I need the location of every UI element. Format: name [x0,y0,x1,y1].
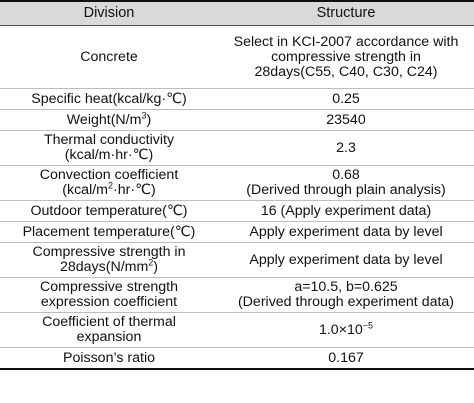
structure-line: a=10.5, b=0.625 [294,279,398,295]
division-line [1,257,217,275]
division-cell [0,201,218,222]
division-line: Coefficient of thermal [42,314,176,330]
table-row [0,131,474,166]
table-header-row [0,1,474,26]
division-line: Convection coefficient [39,167,179,183]
structure-cell [218,313,474,348]
structure-line: 0.68 [332,167,360,183]
structure-text: 16 (Apply experiment data) [260,202,432,219]
division-cell [0,89,218,110]
structure-line: 28days(C55, C40, C30, C24) [254,63,438,80]
table-row [0,166,474,201]
division-line [1,180,217,198]
structure-cell [218,278,474,313]
division-line: (kcal/m·hr·℃) [64,147,154,163]
structure-text: 2.3 [336,139,356,156]
structure-text: 23540 [326,111,366,128]
structure-cell [218,222,474,243]
division-text: ) [146,111,152,128]
division-cell [0,243,218,278]
division-cell [0,222,218,243]
division-cell [0,166,218,201]
division-line: Compressive strength [40,279,178,295]
division-line: Thermal conductivity [43,132,175,148]
header-division: Division [0,1,218,26]
structure-text: 1.0×10 [318,321,363,338]
structure-cell [218,110,474,131]
structure-line: Select in KCI-2007 accordance with [233,33,459,50]
division-text: Poisson’s ratio [62,349,155,366]
table-row [0,110,474,131]
structure-line: (Derived through experiment data) [237,294,455,310]
structure-line: compressive strength in [271,48,421,65]
division-text: Outdoor temperature(℃) [30,202,188,219]
header-structure: Structure [218,1,474,26]
division-text: Placement temperature(℃) [22,223,196,240]
division-text: ) [153,259,159,275]
division-text: Specific heat(kcal/kg·℃) [31,90,187,107]
division-superscript: 2 [107,180,113,191]
structure-text: Apply experiment data by level [249,223,443,240]
division-cell [0,26,218,89]
structure-cell [218,89,474,110]
division-cell [0,131,218,166]
division-cell [0,110,218,131]
table-row [0,222,474,243]
division-line: expression coefficient [40,294,178,310]
division-superscript: 2 [148,257,154,268]
structure-cell [218,166,474,201]
table-row [0,89,474,110]
structure-line: (Derived through plain analysis) [246,182,446,198]
structure-cell [218,26,474,89]
table-row [0,278,474,313]
structure-text: 0.167 [328,349,364,366]
table-row [0,243,474,278]
table-row [0,26,474,89]
division-cell [0,313,218,348]
division-text: Weight(N/m [66,111,142,128]
division-text: ·hr·℃) [113,182,156,198]
division-cell [0,278,218,313]
structure-superscript: −5 [362,319,374,330]
division-line: Compressive strength in [32,244,186,260]
structure-text: Apply experiment data by level [249,251,443,268]
table-row [0,348,474,370]
division-text: 28days(N/mm [59,259,149,275]
division-superscript: 3 [141,109,147,120]
division-line: expansion [76,329,142,345]
structure-cell [218,348,474,370]
structure-cell [218,131,474,166]
division-text: Concrete [80,48,138,65]
division-cell [0,348,218,370]
table-row [0,201,474,222]
structure-text: 0.25 [332,90,360,107]
table-row [0,313,474,348]
division-text: (kcal/m [62,182,108,198]
structure-cell [218,243,474,278]
structure-cell [218,201,474,222]
